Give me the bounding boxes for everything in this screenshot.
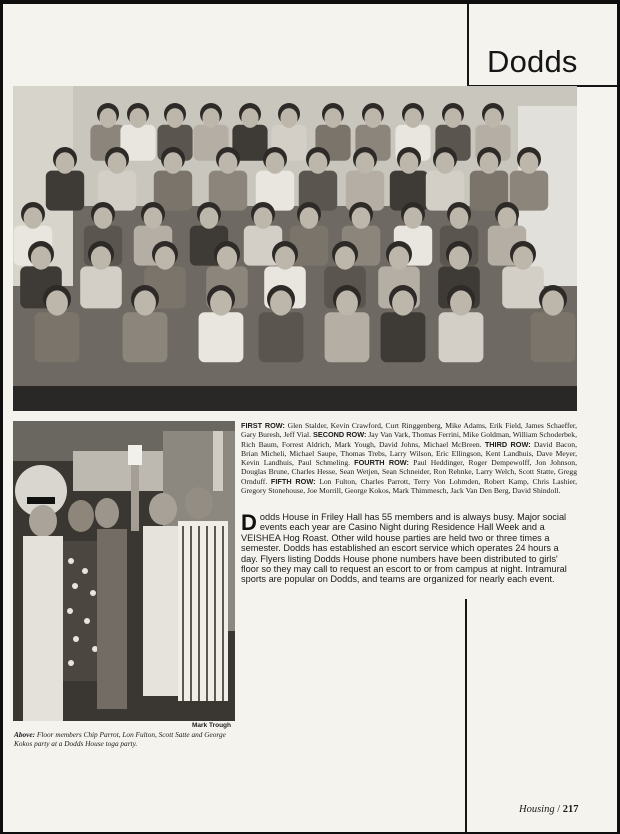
member-figure-body [439,312,484,362]
member-figure-body [502,266,544,308]
member-figure-face [356,152,375,174]
member-figure-face [300,207,319,229]
member-figure-face [450,207,469,229]
member-figure-body [46,171,84,211]
member-figure-face [129,108,146,128]
member-figure-face [99,108,116,128]
member-figure-body [381,312,426,362]
member-figure-face [513,246,533,269]
party-photo [13,421,235,721]
member-figure-body [123,312,168,362]
member-figure-face [241,108,258,128]
member-names [241,421,577,495]
member-figure-face [56,152,75,174]
member-figure-face [46,290,68,315]
member-figure-face [108,152,127,174]
member-figure-body [80,266,122,308]
member-figure-face [450,290,472,315]
member-figure-face [144,207,163,229]
member-figure-face [324,108,341,128]
member-figure-body [259,312,304,362]
member-figure-face [202,108,219,128]
member-figure-face [498,207,517,229]
drop-cap: D [241,510,257,535]
row-label: THIRD ROW: [484,439,531,449]
row-names: Jay Van Vark, Thomas Ferrini, Mike Goldman, William Schoderbek, Rich Baum, Forrest Aldrich, Mark Yough, David Johns, Michael McBreen. [241,430,577,449]
photo-credit: Mark Trough [191,722,231,729]
photo-caption-lead: Above: [14,730,36,739]
page-number: 217 [562,804,579,815]
footer-rule-vertical [465,599,467,832]
member-figure-face [309,152,328,174]
member-figure-face [335,246,355,269]
member-figure-face [389,246,409,269]
member-figure-face [400,152,419,174]
row-names: Lon Fulton, Charles Parrott, Terry Von Lohmden, Robert Kamp, Chris Lashier, Gregory Stonehouse, Joe Morrill, George Kokos, Mark Thimmesch, Jack Van Den Berg, David Shindoll. [241,476,577,496]
member-figure-face [364,108,381,128]
member-figure-body [510,171,548,211]
member-figure-face [275,246,295,269]
member-figure-face [31,246,51,269]
party-photo-image [13,421,235,721]
page-title: Dodds [487,44,578,79]
photo-caption-text: Floor members Chip Parrot, Lon Fulton, Scott Satte and George Kokos party at a Dodds House toga party. [14,730,226,748]
member-figure-face [24,207,43,229]
group-photo-image [13,86,577,411]
row-names: Paul Heddinger, Roger Dempewolff, Jon Johnson, Douglas Brune, Charles Hesse, Sean Wetjen, Sean Schneider, Ron Rehnke, Larry Welch, Scott Statte, Gregg Ornduff. [241,458,578,486]
row-names: David Bacon, Brian Micheli, Michael Saupe, Thomas Trebs, Larry Wilson, Eric Ellingson, Kent Landhuis, Dave Meyer, Kevin Landhuis, Paul Schmeling. [241,439,577,468]
member-figure-face [449,246,469,269]
member-figure-face [270,290,292,315]
member-figure-face [436,152,455,174]
yearbook-page [3,4,617,832]
member-figure-body [531,312,576,362]
member-figure-body [35,312,80,362]
member-figure-face [210,290,232,315]
member-figure-face [520,152,539,174]
member-figure-face [134,290,156,315]
member-figure-body [325,312,370,362]
member-figure-face [280,108,297,128]
story-text [241,512,577,585]
row-label: FIFTH ROW: [270,476,316,486]
member-figure-face [542,290,564,315]
group-photo [13,86,577,411]
section-name: Housing [519,804,555,815]
member-figure-face [94,207,113,229]
member-figure-face [217,246,237,269]
member-figure-face [219,152,238,174]
row-label: FOURTH ROW: [354,458,409,468]
member-figure-face [352,207,371,229]
story-body: odds House in Friley Hall has 55 members and is always busy. Major social events each year are Casino Night during Residence Hall Week and a VEISHEA Hog Roast. Other wild house parties are held two or three times a semester. Dodds has established an escort service which operates 24 hours a day. Flyers listing Dodds House phone numbers have been distributed to girls' floor so they may call to request an escort to or from campus at night. Intramural sports are popular on Dodds, and teams are organized for nearly each event. [241,512,567,585]
member-figure-face [484,108,501,128]
member-figure-face [480,152,499,174]
member-figure-body [199,312,244,362]
member-figure-face [392,290,414,315]
member-figure-face [91,246,111,269]
row-label: SECOND ROW: [312,430,367,440]
member-figure-face [200,207,219,229]
photo-caption [14,730,234,748]
page-folio [519,804,579,815]
row-names: Glen Stalder, Kevin Crawford, Curt Ringgenberg, Mike Adams, Erik Field, James Schaeffer, Gary Buresh, Jeff Vial. [241,421,577,440]
member-figure-face [166,108,183,128]
member-figure-face [254,207,273,229]
member-figure-face [336,290,358,315]
member-figure-face [155,246,175,269]
member-figure-face [404,207,423,229]
folio-separator: / [554,804,563,815]
member-figure-face [266,152,285,174]
title-rule-vertical [467,4,469,86]
member-figure-face [164,152,183,174]
row-label: FIRST ROW: [241,421,285,430]
member-figure-face [444,108,461,128]
member-figure-face [404,108,421,128]
